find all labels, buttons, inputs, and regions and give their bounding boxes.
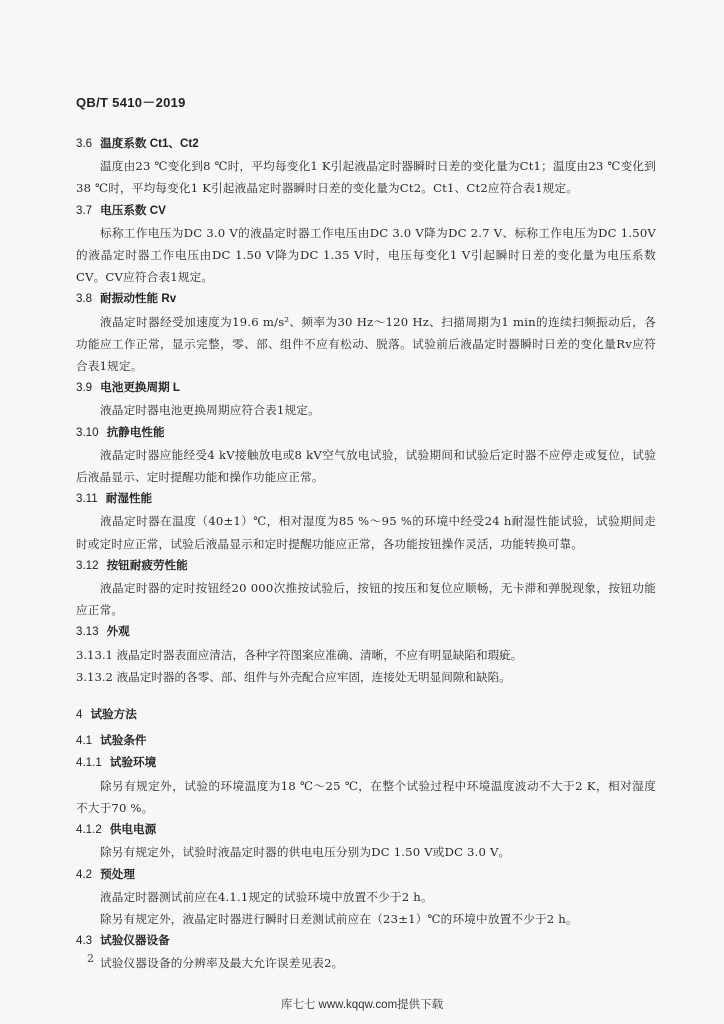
section-title: 按钮耐疲劳性能 <box>106 558 188 572</box>
section-body-4-3: 试验仪器设备的分辨率及最大允许误差见表2。 <box>100 956 344 971</box>
section-heading-3-8 <box>76 288 656 310</box>
section-title: 电池更换周期 L <box>100 381 180 395</box>
section-number: 3.11 <box>76 492 98 506</box>
section-body-3-12: 液晶定时器的定时按钮经20 000次推按试验后，按钮的按压和复位应顺畅，无卡滞和弹脱现象，按钮功能应正常。 <box>76 581 656 618</box>
section-heading-4-1-2 <box>76 819 656 841</box>
section-number: 3.6 <box>76 137 93 150</box>
section-heading-4-3 <box>76 930 656 952</box>
section-number: 3.9 <box>76 381 93 395</box>
section-heading-4-1 <box>76 730 656 752</box>
section-number: 3.7 <box>76 203 93 217</box>
section-heading-3-9 <box>76 377 656 399</box>
section-title: 试验条件 <box>100 734 147 748</box>
document-body <box>76 133 656 975</box>
download-footer: 库七七 www.kqqw.com提供下载 <box>280 999 444 1011</box>
section-body-3-6: 温度由23 ℃变化到8 ℃时，平均每变化1 K引起液晶定时器瞬时日差的变化量为Ct1；温度由23 ℃变化到38 ℃时，平均每变化1 K引起液晶定时器瞬时日差的变化量为Ct2。Ct1、Ct2应符合表1规定。 <box>76 159 656 196</box>
section-heading-3-13 <box>76 621 656 643</box>
section-number: 4 <box>76 708 83 722</box>
section-body-4-1-1: 除另有规定外，试验的环境温度为18 ℃～25 ℃，在整个试验过程中环境温度波动不大于2 K，相对湿度不大于70 %。 <box>76 778 656 815</box>
section-body-3-8: 液晶定时器经受加速度为19.6 m/s²、频率为30 Hz～120 Hz、扫描周期为1 min的连续扫频振动后，各功能应工作正常，显示完整，零、部、组件不应有松动、脱落。试验前后液晶定时器瞬时日差的变化量Rv应符合表1规定。 <box>76 314 656 374</box>
section-number: 4.3 <box>76 934 93 948</box>
page-number: 2 <box>87 952 94 965</box>
section-heading-3-7 <box>76 200 656 222</box>
section-heading-3-6 <box>76 133 656 155</box>
section-title: 试验环境 <box>109 756 157 770</box>
section-number: 4.2 <box>76 867 93 881</box>
section-title: 抗静电性能 <box>106 425 165 439</box>
section-body-4-2-b: 除另有规定外，液晶定时器进行瞬时日差测试前应在（23±1）℃的环境中放置不少于2 h。 <box>100 911 578 926</box>
section-heading-4-2 <box>76 864 656 886</box>
section-number: 4.1.2 <box>76 823 102 837</box>
section-body-3-10: 液晶定时器应能经受4 kV接触放电或8 kV空气放电试验，试验期间和试验后定时器不应停走或复位，试验后液晶显示、定时提醒功能和操作功能应正常。 <box>76 447 656 485</box>
section-title: 试验方法 <box>90 708 137 722</box>
section-heading-3-10 <box>76 422 656 444</box>
section-body-3-9: 液晶定时器电池更换周期应符合表1规定。 <box>100 403 320 418</box>
standard-id: QB/T 5410－2019 <box>76 95 186 110</box>
section-title: 电压系数 CV <box>100 203 166 217</box>
section-number: 3.12 <box>76 558 99 572</box>
section-title: 外观 <box>106 625 130 639</box>
section-heading-4-1-1 <box>76 752 656 774</box>
subclause-3-13-1: 3.13.1 液晶定时器表面应清洁，各种字符图案应准确、清晰，不应有明显缺陷和瑕疵。 <box>76 647 523 662</box>
section-body-3-7: 标称工作电压为DC 3.0 V的液晶定时器工作电压由DC 3.0 V降为DC 2.7 V、标称工作电压为DC 1.50V的液晶定时器工作电压由DC 1.50 V降为DC 1.35 V时，电压每变化1 V引起瞬时日差的变化量为电压系数CV。CV应符合表1规定。 <box>76 225 656 285</box>
section-title: 温度系数 Ct1、Ct2 <box>100 137 199 150</box>
section-number: 4.1.1 <box>76 756 102 770</box>
chapter-heading-4 <box>76 704 656 726</box>
section-body-3-11: 液晶定时器在温度（40±1）℃，相对湿度为85 %～95 %的环境中经受24 h耐湿性能试验，试验期间走时或定时应正常，试验后液晶显示和定时提醒功能应正常，各功能按钮操作灵活，功能转换可靠。 <box>76 514 656 551</box>
section-body-4-1-2: 除另有规定外，试验时液晶定时器的供电电压分别为DC 1.50 V或DC 3.0 V。 <box>100 845 511 860</box>
section-title: 预处理 <box>100 867 135 881</box>
section-number: 4.1 <box>76 734 93 748</box>
section-title: 供电电源 <box>109 823 157 837</box>
section-number: 3.13 <box>76 625 99 639</box>
section-body-4-2-a: 液晶定时器测试前应在4.1.1规定的试验环境中放置不少于2 h。 <box>100 889 433 904</box>
section-number: 3.10 <box>76 425 99 439</box>
subclause-3-13-2: 3.13.2 液晶定时器的各零、部、组件与外壳配合应牢固，连接处无明显间隙和缺陷。 <box>76 669 511 684</box>
section-number: 3.8 <box>76 292 93 306</box>
section-heading-3-11 <box>76 488 656 510</box>
section-title: 试验仪器设备 <box>100 934 170 948</box>
section-heading-3-12 <box>76 555 656 577</box>
section-title: 耐振动性能 Rv <box>100 292 177 306</box>
section-title: 耐湿性能 <box>105 492 153 506</box>
